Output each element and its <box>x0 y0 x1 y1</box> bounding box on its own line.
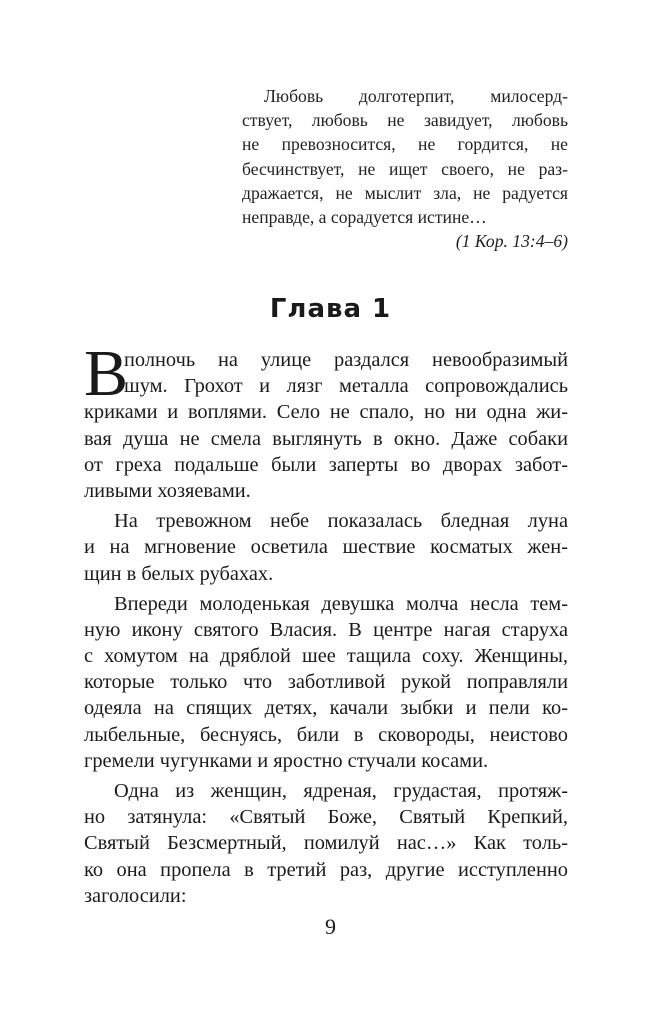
text-line: Впереди молоденькая девушка молча несла тем- <box>114 592 568 615</box>
text-line: щин в белых рубахах. <box>84 562 274 585</box>
epigraph <box>242 84 568 229</box>
chapter-title: Глава 1 <box>269 294 392 324</box>
paragraph-4 <box>84 778 568 909</box>
page-number: 9 <box>325 914 336 939</box>
text-line: На тревожном небе показалась бледная луна <box>114 510 568 533</box>
paragraph-2 <box>84 508 568 587</box>
text-line: лыбельные, беснуясь, били в сковороды, неистово <box>84 723 568 746</box>
epigraph-line: неправде, а сорадуется истине… <box>242 207 487 228</box>
text-line: гремели чугунками и яростно стучали косами. <box>84 749 489 772</box>
text-line: ную икону святого Власия. В центре нагая старуха <box>84 618 568 641</box>
epigraph-line: дражается, не мыслит зла, не радуется <box>242 182 568 203</box>
text-line: которые только что заботливой рукой поправляли <box>84 671 568 694</box>
epigraph-source: (1 Кор. 13:4–6) <box>455 231 568 251</box>
paragraph-3 <box>84 591 568 774</box>
text-line: ливыми хозяевами. <box>84 479 251 502</box>
drop-cap: В <box>84 337 129 410</box>
text-line: шум. Грохот и лязг металла сопровождались <box>124 375 568 398</box>
text-line: заголосили: <box>84 884 187 907</box>
text-line: и на мгновение осветила шествие косматых жен- <box>84 536 568 559</box>
text-line: ко она пропела в третий раз, другие исступленно <box>84 858 568 881</box>
paragraph-1 <box>84 337 568 504</box>
text-line: криками и воплями. Село не спало, но ни одна жи- <box>84 401 568 424</box>
text-line: одеяла на спящих детях, качали зыбки и пели ко- <box>84 697 568 720</box>
chapter-body <box>84 337 568 909</box>
text-line: от греха подальше были заперты во дворах забот- <box>84 453 568 476</box>
epigraph-line: ствует, любовь не завидует, любовь <box>242 110 568 131</box>
epigraph-line: не превозносится, не гордится, не <box>242 134 568 155</box>
text-line: Святый Безсмертный, помилуй нас…» Как толь- <box>84 832 568 855</box>
text-line: вая душа не смела выглянуть в окно. Даже собаки <box>84 427 568 450</box>
text-line: с хомутом на дряблой шее тащила соху. Женщины, <box>84 645 568 668</box>
epigraph-line: бесчинствует, не ищет своего, не раз- <box>242 158 568 179</box>
epigraph-line: Любовь долготерпит, милосерд- <box>264 86 568 106</box>
text-line: полночь на улице раздался невообразимый <box>124 349 568 371</box>
text-line: но затянула: «Святый Боже, Святый Крепкий, <box>84 806 568 829</box>
text-line: Одна из женщин, ядреная, грудастая, протяж- <box>114 780 568 802</box>
